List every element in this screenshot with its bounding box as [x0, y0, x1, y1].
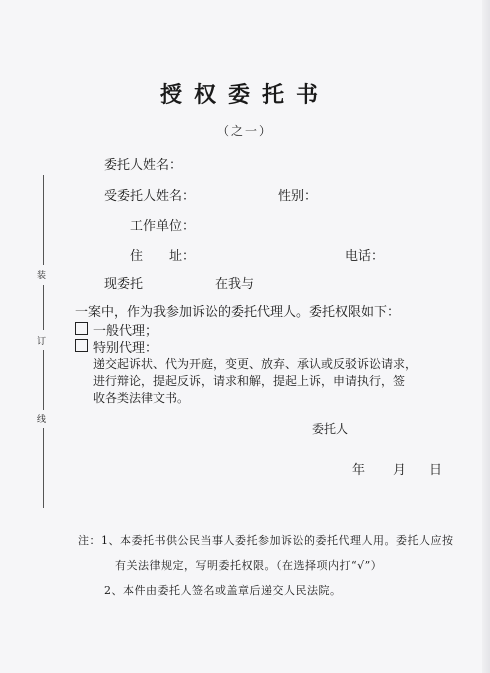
note-1-line-1: 注：1、本委托书供公民当事人委托参加诉讼的委托代理人用。委托人应按: [78, 534, 454, 547]
general-agency-label: 一般代理；: [93, 324, 159, 339]
note-2: 2、本件由委托人签名或盖章后递交人民法院。: [104, 584, 342, 597]
binding-char-xian: 线: [37, 415, 47, 425]
now-entrust-text: 现委托: [104, 277, 144, 292]
binding-line-lower: [43, 350, 44, 410]
binding-line-mid: [43, 285, 44, 330]
special-text-line-2: 进行辩论，提起反诉，请求和解，提起上诉，申请执行，签: [93, 374, 406, 388]
document-subtitle: （之一）: [216, 124, 273, 138]
in-my-text: 在我与: [215, 277, 255, 292]
general-agency-checkbox[interactable]: [75, 322, 88, 335]
agent-name-label: 受委托人姓名：: [104, 189, 196, 204]
special-text-line-1: 递交起诉状、代为开庭，变更、放弃、承认或反驳诉讼请求，: [93, 357, 418, 371]
special-agency-label: 特别代理：: [93, 341, 159, 356]
workplace-label: 工作单位：: [130, 219, 196, 234]
binding-line-bottom: [43, 428, 44, 508]
principal-signature-label: 委托人: [312, 422, 349, 436]
date-month-label: 月: [393, 463, 407, 478]
special-text-line-3: 收各类法律文书。: [93, 391, 190, 405]
case-line-text: 一案中，作为我参加诉讼的委托代理人。委托权限如下：: [75, 305, 401, 320]
binding-char-zhuang: 装: [37, 271, 47, 281]
document-title: 授权委托书: [159, 82, 330, 108]
binding-char-ding: 订: [37, 337, 47, 347]
binding-line-top: [43, 175, 44, 265]
note-1-line-2: 有关法律规定，写明委托权限。（在选择项内打“√”）: [115, 559, 383, 572]
date-day-label: 日: [429, 463, 443, 478]
phone-label: 电话：: [345, 249, 385, 264]
address-label: 住 址：: [130, 249, 196, 264]
date-year-label: 年: [352, 463, 366, 478]
principal-name-label: 委托人姓名：: [104, 158, 183, 173]
special-agency-checkbox[interactable]: [75, 339, 88, 352]
gender-label: 性别：: [278, 189, 318, 204]
